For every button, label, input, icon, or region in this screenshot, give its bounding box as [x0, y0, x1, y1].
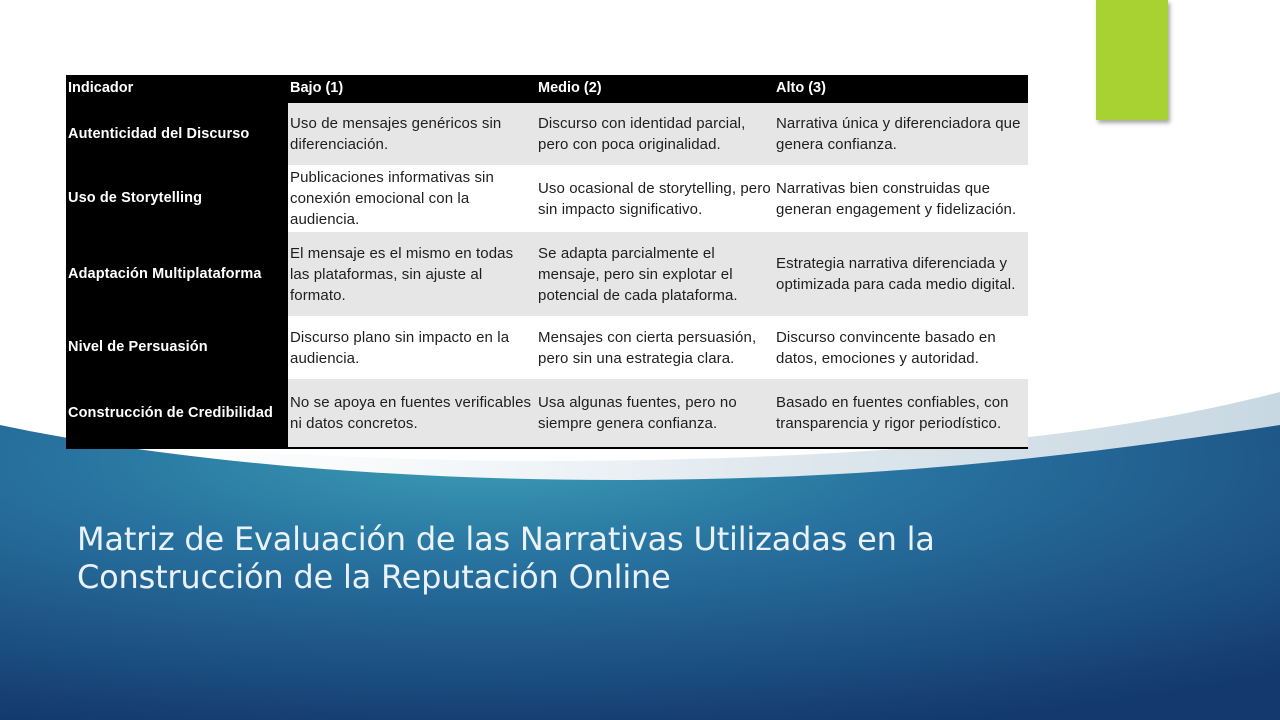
high-cell: Discurso convincente basado en datos, emociones y autoridad.	[774, 316, 1028, 379]
high-cell: Basado en fuentes confiables, con transparencia y rigor periodístico.	[774, 379, 1028, 448]
slide-title: Matriz de Evaluación de las Narrativas Utilizadas en la Construcción de la Reputación Online	[77, 520, 935, 596]
medium-cell: Discurso con identidad parcial, pero con poca originalidad.	[536, 103, 774, 165]
low-cell: Publicaciones informativas sin conexión emocional con la audiencia.	[288, 165, 536, 232]
table-row	[66, 165, 1028, 232]
header-medium: Medio (2)	[536, 75, 774, 103]
low-cell: Uso de mensajes genéricos sin diferenciación.	[288, 103, 536, 165]
evaluation-matrix	[66, 75, 1028, 449]
table-row	[66, 103, 1028, 165]
high-cell: Narrativas bien construidas que generan engagement y fidelización.	[774, 165, 1028, 232]
header-low: Bajo (1)	[288, 75, 536, 103]
table-row	[66, 316, 1028, 379]
table-header-row	[66, 75, 1028, 103]
low-cell: El mensaje es el mismo en todas las plataformas, sin ajuste al formato.	[288, 232, 536, 316]
accent-block	[1096, 0, 1168, 120]
medium-cell: Uso ocasional de storytelling, pero sin impacto significativo.	[536, 165, 774, 232]
indicator-cell: Nivel de Persuasión	[66, 316, 288, 379]
medium-cell: Usa algunas fuentes, pero no siempre genera confianza.	[536, 379, 774, 448]
indicator-cell: Autenticidad del Discurso	[66, 103, 288, 165]
indicator-cell: Adaptación Multiplataforma	[66, 232, 288, 316]
medium-cell: Se adapta parcialmente el mensaje, pero sin explotar el potencial de cada plataforma.	[536, 232, 774, 316]
header-high: Alto (3)	[774, 75, 1028, 103]
indicator-cell: Uso de Storytelling	[66, 165, 288, 232]
high-cell: Narrativa única y diferenciadora que genera confianza.	[774, 103, 1028, 165]
medium-cell: Mensajes con cierta persuasión, pero sin una estrategia clara.	[536, 316, 774, 379]
table-row	[66, 379, 1028, 448]
high-cell: Estrategia narrativa diferenciada y optimizada para cada medio digital.	[774, 232, 1028, 316]
low-cell: No se apoya en fuentes verificables ni datos concretos.	[288, 379, 536, 448]
low-cell: Discurso plano sin impacto en la audiencia.	[288, 316, 536, 379]
table-row	[66, 232, 1028, 316]
header-indicator: Indicador	[66, 75, 288, 103]
indicator-cell: Construcción de Credibilidad	[66, 379, 288, 448]
